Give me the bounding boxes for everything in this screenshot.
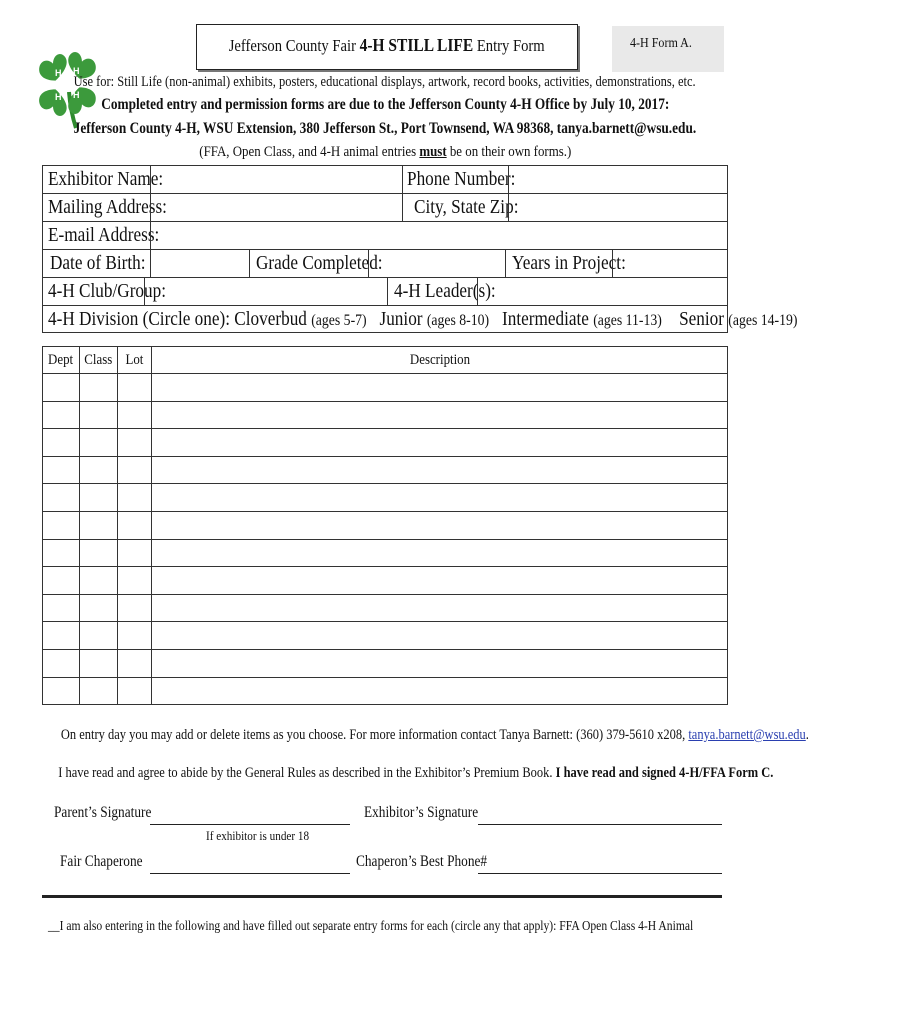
class-cell[interactable] [80, 622, 118, 650]
senior-ages: (ages 14-19) [728, 312, 798, 329]
date-of-birth-field[interactable] [150, 249, 250, 278]
division-row [48, 308, 919, 331]
class-cell[interactable] [80, 594, 118, 622]
agreement-note [0, 765, 774, 782]
office-address [0, 120, 770, 138]
agree-text: I have read and agree to abide by the General Rules as described in the Exhibitor’s Premium Book. [58, 765, 556, 781]
parent-signature-line[interactable] [150, 824, 350, 825]
office-address-text: Jefferson County 4-H, WSU Extension, 380 Jefferson St., Port Townsend, WA 98368, tanya.barnett@wsu.edu. [73, 120, 697, 137]
chaperone-phone-line[interactable] [478, 873, 722, 874]
table-row [43, 429, 728, 457]
grade-completed-label: Grade Completed: [256, 252, 383, 274]
class-cell[interactable] [80, 567, 118, 595]
contact-end: . [805, 727, 809, 743]
dept-cell[interactable] [43, 511, 80, 539]
table-row [43, 567, 728, 595]
form-tag-label: 4-H Form A. [630, 36, 692, 51]
title-bold: 4-H STILL LIFE [359, 35, 474, 55]
cloverbud-ages: (ages 5-7) [311, 312, 367, 329]
description-cell[interactable] [152, 649, 728, 677]
title-suffix: Entry Form [477, 36, 545, 55]
table-row [43, 677, 728, 705]
division-intermediate[interactable]: Intermediate [501, 308, 589, 330]
lot-cell[interactable] [118, 622, 152, 650]
fair-chaperone-label: Fair Chaperone [60, 853, 143, 870]
grade-completed-field[interactable] [368, 249, 506, 278]
exhibitor-name-field[interactable] [150, 165, 403, 194]
ffa-suffix: be on their own forms.) [446, 144, 572, 160]
chaperone-phone-label: Chaperon’s Best Phone# [356, 853, 488, 870]
dept-cell[interactable] [43, 567, 80, 595]
svg-text:H: H [55, 92, 62, 102]
use-for-note [0, 74, 770, 91]
description-cell[interactable] [152, 374, 728, 402]
division-senior[interactable]: Senior [679, 308, 724, 330]
svg-text:H: H [73, 66, 80, 76]
junior-ages: (ages 8-10) [426, 312, 490, 329]
due-date-text: Completed entry and permission forms are due to the Jefferson County 4-H Office by July 10, 2017: [100, 96, 670, 113]
city-state-zip-label: City, State Zip: [414, 196, 519, 218]
contact-note [0, 727, 809, 744]
dept-cell[interactable] [43, 677, 80, 705]
lot-cell[interactable] [118, 677, 152, 705]
dept-cell[interactable] [43, 401, 80, 429]
phone-number-field[interactable] [508, 165, 728, 194]
description-cell[interactable] [152, 401, 728, 429]
table-row [43, 594, 728, 622]
lot-cell[interactable] [118, 484, 152, 512]
table-row [43, 622, 728, 650]
dept-cell[interactable] [43, 374, 80, 402]
class-header: Class [80, 347, 118, 374]
class-cell[interactable] [80, 677, 118, 705]
leaders-label: 4-H Leader(s): [394, 280, 496, 302]
lot-cell[interactable] [118, 594, 152, 622]
class-cell[interactable] [80, 511, 118, 539]
table-row [43, 456, 728, 484]
entry-table [42, 346, 728, 705]
use-for-text: Use for: Still Life (non-animal) exhibits, posters, educational displays, artwork, record books, activities, demonstrations, etc. [74, 74, 696, 90]
description-cell[interactable] [152, 429, 728, 457]
lot-cell[interactable] [118, 429, 152, 457]
dept-cell[interactable] [43, 456, 80, 484]
four-h-clover-logo [46, 54, 92, 130]
description-cell[interactable] [152, 677, 728, 705]
mailing-address-label: Mailing Address: [48, 196, 167, 218]
exhibitor-name-label: Exhibitor Name: [48, 168, 164, 190]
class-cell[interactable] [80, 456, 118, 484]
table-row [43, 649, 728, 677]
contact-email-link[interactable]: tanya.barnett@wsu.edu [688, 727, 806, 743]
description-cell[interactable] [152, 567, 728, 595]
years-in-project-field[interactable] [612, 249, 728, 278]
description-cell[interactable] [152, 539, 728, 567]
table-row [43, 539, 728, 567]
dept-cell[interactable] [43, 594, 80, 622]
description-cell[interactable] [152, 511, 728, 539]
description-cell[interactable] [152, 484, 728, 512]
division-cloverbud[interactable]: Cloverbud [234, 308, 307, 330]
ffa-note [0, 144, 770, 161]
ffa-must: must [419, 144, 447, 160]
dept-cell[interactable] [43, 429, 80, 457]
class-cell[interactable] [80, 484, 118, 512]
svg-text:H: H [73, 90, 80, 100]
leaders-field[interactable] [477, 277, 728, 306]
lot-cell[interactable] [118, 649, 152, 677]
lot-cell[interactable] [118, 511, 152, 539]
class-cell[interactable] [80, 429, 118, 457]
dept-cell[interactable] [43, 484, 80, 512]
section-divider [42, 895, 722, 898]
form-title-box [196, 24, 578, 70]
dept-header: Dept [43, 347, 80, 374]
form-tag [612, 26, 724, 72]
description-cell[interactable] [152, 622, 728, 650]
lot-cell[interactable] [118, 456, 152, 484]
fair-chaperone-line[interactable] [150, 873, 350, 874]
city-state-zip-field[interactable] [508, 193, 728, 222]
exhibitor-signature-line[interactable] [478, 824, 722, 825]
table-row [43, 511, 728, 539]
title-prefix: Jefferson County Fair [229, 36, 357, 55]
ffa-prefix: (FFA, Open Class, and 4-H animal entries [198, 144, 420, 160]
email-address-label: E-mail Address: [48, 224, 160, 246]
division-label: 4-H Division (Circle one): [48, 308, 230, 330]
table-row [43, 484, 728, 512]
dept-cell[interactable] [43, 539, 80, 567]
form-title [197, 35, 577, 56]
lot-cell[interactable] [118, 374, 152, 402]
table-header-row [43, 347, 728, 374]
svg-text:H: H [55, 68, 62, 78]
table-row [43, 401, 728, 429]
table-row [43, 374, 728, 402]
email-address-field[interactable] [150, 221, 728, 250]
mailing-address-field[interactable] [150, 193, 403, 222]
parent-signature-label: Parent’s Signature [54, 804, 152, 821]
class-cell[interactable] [80, 401, 118, 429]
agree-bold: I have read and signed 4-H/FFA Form C. [555, 765, 774, 781]
phone-number-label: Phone Number: [407, 168, 516, 190]
description-cell[interactable] [152, 594, 728, 622]
lot-header: Lot [118, 347, 152, 374]
description-cell[interactable] [152, 456, 728, 484]
contact-text: On entry day you may add or delete items as you choose. For more information contact Tanya Barnett: (360) 379-5610 x208, [60, 727, 689, 743]
if-under-18-note: If exhibitor is under 18 [206, 828, 310, 843]
due-date-note [0, 96, 770, 114]
lot-cell[interactable] [118, 401, 152, 429]
also-entering-note [48, 918, 798, 934]
lot-cell[interactable] [118, 567, 152, 595]
dept-cell[interactable] [43, 622, 80, 650]
club-group-field[interactable] [144, 277, 388, 306]
years-in-project-label: Years in Project: [512, 252, 626, 274]
division-junior[interactable]: Junior [379, 308, 423, 330]
lot-cell[interactable] [118, 539, 152, 567]
intermediate-ages: (ages 11-13) [593, 312, 662, 329]
exhibitor-signature-label: Exhibitor’s Signature [364, 804, 479, 821]
date-of-birth-label: Date of Birth: [50, 252, 146, 274]
class-cell[interactable] [80, 649, 118, 677]
description-header: Description [152, 347, 728, 374]
class-cell[interactable] [80, 539, 118, 567]
club-group-label: 4-H Club/Group: [48, 280, 167, 302]
also-entering-text: __I am also entering in the following and have filled out separate entry forms for each (circle any that apply): FFA Open Class 4-H Animal [48, 918, 694, 933]
dept-cell[interactable] [43, 649, 80, 677]
class-cell[interactable] [80, 374, 118, 402]
